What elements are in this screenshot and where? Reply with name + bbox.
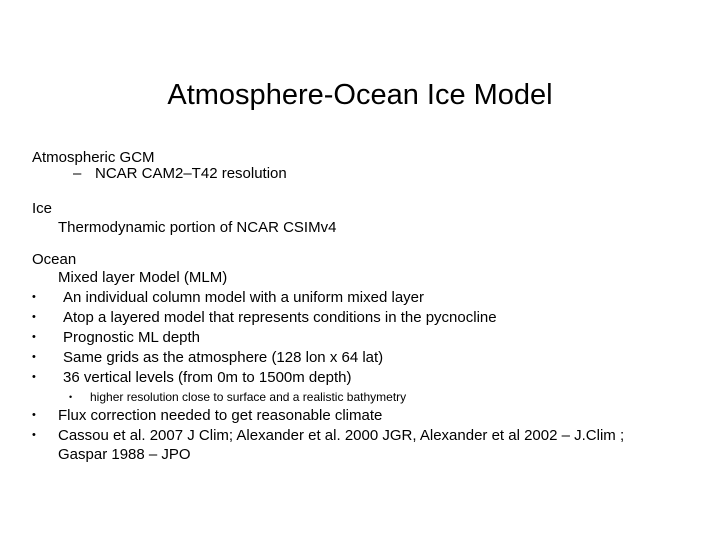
atmos-heading: Atmospheric GCM [32, 149, 155, 166]
bullet-marker: • [32, 351, 36, 363]
ocean-bullet-3: Prognostic ML depth [63, 329, 201, 346]
ocean-note-2: Cassou et al. 2007 J Clim; Alexander et al. 2000 JGR, Alexander et al 2002 – J.Clim ; [58, 427, 625, 444]
atmos-item: NCAR CAM2–T42 resolution [95, 165, 287, 182]
bullet-marker: • [32, 291, 36, 303]
ocean-bullet-2: Atop a layered model that represents conditions in the pycnocline [63, 309, 497, 326]
ocean-bullet-5: 36 vertical levels (from 0m to 1500m depth) [63, 369, 352, 386]
ocean-note-1: Flux correction needed to get reasonable climate [58, 407, 383, 424]
bullet-marker: • [32, 409, 36, 421]
bullet-marker: • [32, 311, 36, 323]
slide-title: Atmosphere-Ocean Ice Model [167, 79, 553, 111]
ice-heading: Ice [32, 200, 53, 217]
ocean-model: Mixed layer Model (MLM) [58, 269, 228, 286]
atmos-dash: – [73, 165, 82, 182]
bullet-marker: • [32, 371, 36, 383]
ocean-heading: Ocean [32, 251, 77, 268]
bullet-marker: • [32, 429, 36, 441]
ocean-bullet-4: Same grids as the atmosphere (128 lon x 64 lat) [63, 349, 384, 366]
ice-item: Thermodynamic portion of NCAR CSIMv4 [58, 219, 337, 236]
ocean-sub-bullet: higher resolution close to surface and a realistic bathymetry [90, 390, 407, 404]
ocean-bullet-1: An individual column model with a uniform mixed layer [63, 289, 424, 306]
ocean-note-2-continuation: Gaspar 1988 – JPO [58, 446, 191, 463]
sub-bullet-marker: • [69, 392, 73, 402]
bullet-marker: • [32, 331, 36, 343]
